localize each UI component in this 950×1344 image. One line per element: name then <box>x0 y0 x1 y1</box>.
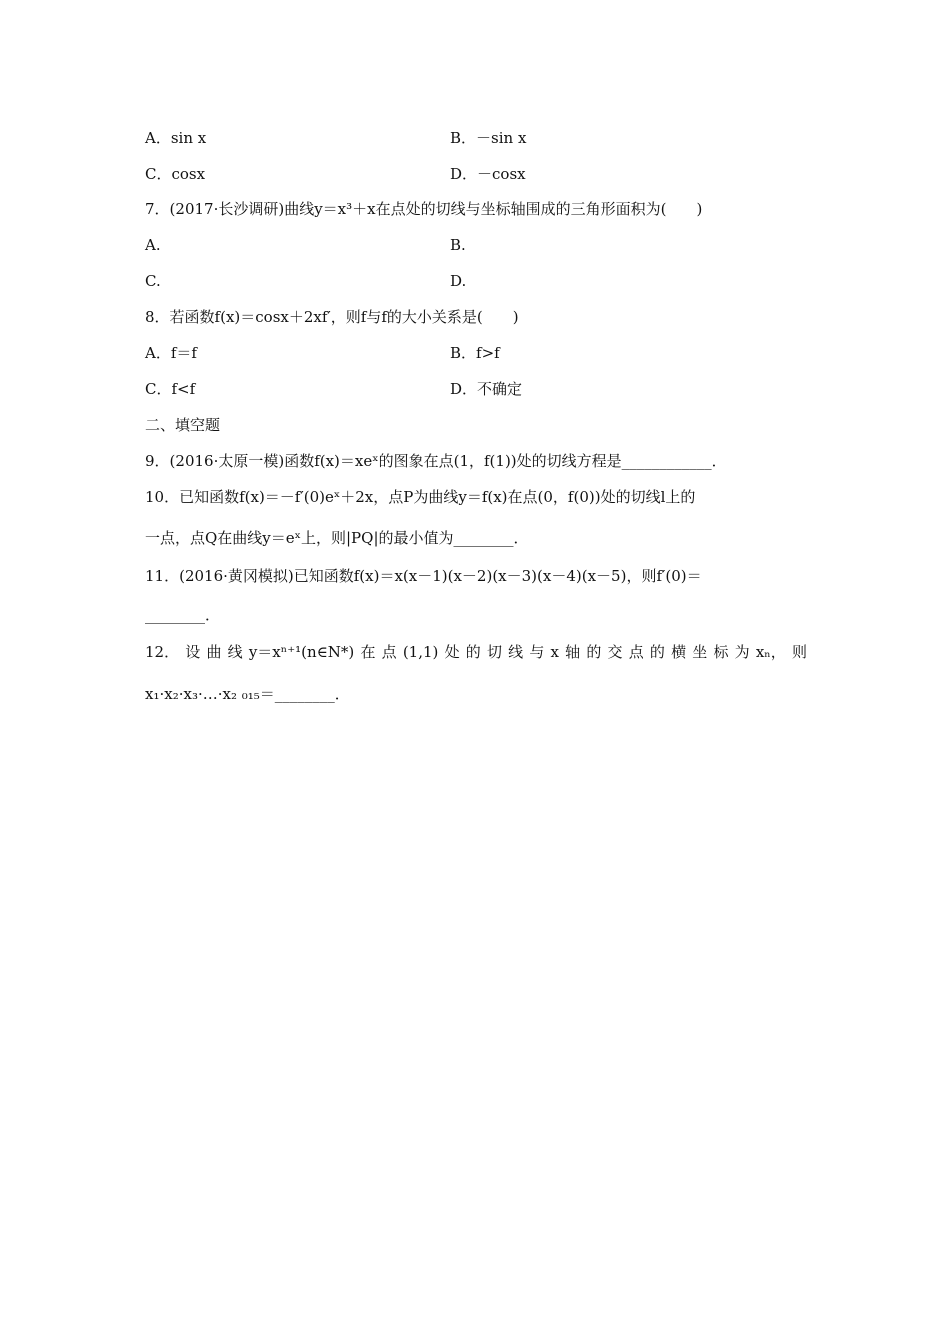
q7-option-a: A. <box>145 236 161 254</box>
q12-token: 坐 <box>692 643 708 661</box>
q12-token: 标 <box>713 643 729 661</box>
q6-option-d: D．－cosx <box>450 165 526 183</box>
q12-token: 的 <box>465 643 481 661</box>
q12-token: xₙ， <box>755 643 786 661</box>
question-11-line-1: 11．(2016·黄冈模拟)已知函数f(x)＝x(x－1)(x－2)(x－3)(x－4)(x－5)，则f′(0)＝ <box>145 567 702 585</box>
q12-justified-line <box>145 642 807 662</box>
q12-token: x <box>550 643 559 661</box>
q12-token: 设 <box>185 643 201 661</box>
q7-option-b: B. <box>450 236 466 254</box>
q8-options-row-1 <box>145 343 810 363</box>
q12-token: 线 <box>508 643 524 661</box>
q12-token: 与 <box>529 643 545 661</box>
question-12-line-1 <box>145 642 810 662</box>
q12-token: 处 <box>444 643 460 661</box>
q8-option-b: B．f>f <box>450 344 500 362</box>
q6-option-a: A．sin x <box>145 129 207 147</box>
q12-token: 的 <box>649 643 665 661</box>
q12-token: 在 <box>360 643 376 661</box>
question-9: 9．(2016·太原一模)函数f(x)＝xeˣ的图象在点(1，f(1))处的切线方程是____________． <box>145 452 727 470</box>
q12-token: y＝xⁿ⁺¹(n∈N*) <box>248 643 355 661</box>
q12-token: 曲 <box>206 643 222 661</box>
q12-token: 则 <box>791 643 807 661</box>
q12-token: (1,1) <box>402 643 439 661</box>
q12-token: 交 <box>607 643 623 661</box>
question-12-line-2: x₁·x₂·x₃·…·x₂ ₀₁₅＝________． <box>145 685 350 703</box>
q8-options-row-2 <box>145 379 810 399</box>
q12-token: 切 <box>486 643 502 661</box>
question-8: 8．若函数f(x)＝cosx＋2xf′，则f与f的大小关系是( ) <box>145 308 519 326</box>
q12-token: 点 <box>381 643 397 661</box>
q6-option-b: B．－sin x <box>450 129 527 147</box>
q12-token: 线 <box>227 643 243 661</box>
q8-option-a: A．f＝f <box>145 344 197 362</box>
question-11-line-2: ________． <box>145 606 221 624</box>
question-7: 7．(2017·长沙调研)曲线y＝x³＋x在点处的切线与坐标轴围成的三角形面积为( ) <box>145 200 703 218</box>
q7-option-d: D. <box>450 272 467 290</box>
q12-token: 横 <box>671 643 687 661</box>
q6-option-c: C．cosx <box>145 165 206 183</box>
q12-token: 轴 <box>565 643 581 661</box>
section-heading: 二、填空题 <box>145 416 221 434</box>
q12-token: 的 <box>586 643 602 661</box>
q6-options-row-2 <box>145 164 810 184</box>
question-10-line-1: 10．已知函数f(x)＝－f′(0)eˣ＋2x，点P为曲线y＝f(x)在点(0，f(0))处的切线l上的 <box>145 488 696 506</box>
q7-options-row-1 <box>145 235 810 255</box>
q6-options-row-1 <box>145 128 810 148</box>
q7-options-row-2 <box>145 271 810 291</box>
q8-option-c: C．f<f <box>145 380 196 398</box>
q12-token: 为 <box>734 643 750 661</box>
q8-option-d: D．不确定 <box>450 380 523 398</box>
question-10-line-2: 一点，点Q在曲线y＝eˣ上，则|PQ|的最小值为________． <box>145 529 529 547</box>
q12-token: 点 <box>628 643 644 661</box>
q7-option-c: C. <box>145 272 161 290</box>
q12-token: 12． <box>145 643 180 661</box>
